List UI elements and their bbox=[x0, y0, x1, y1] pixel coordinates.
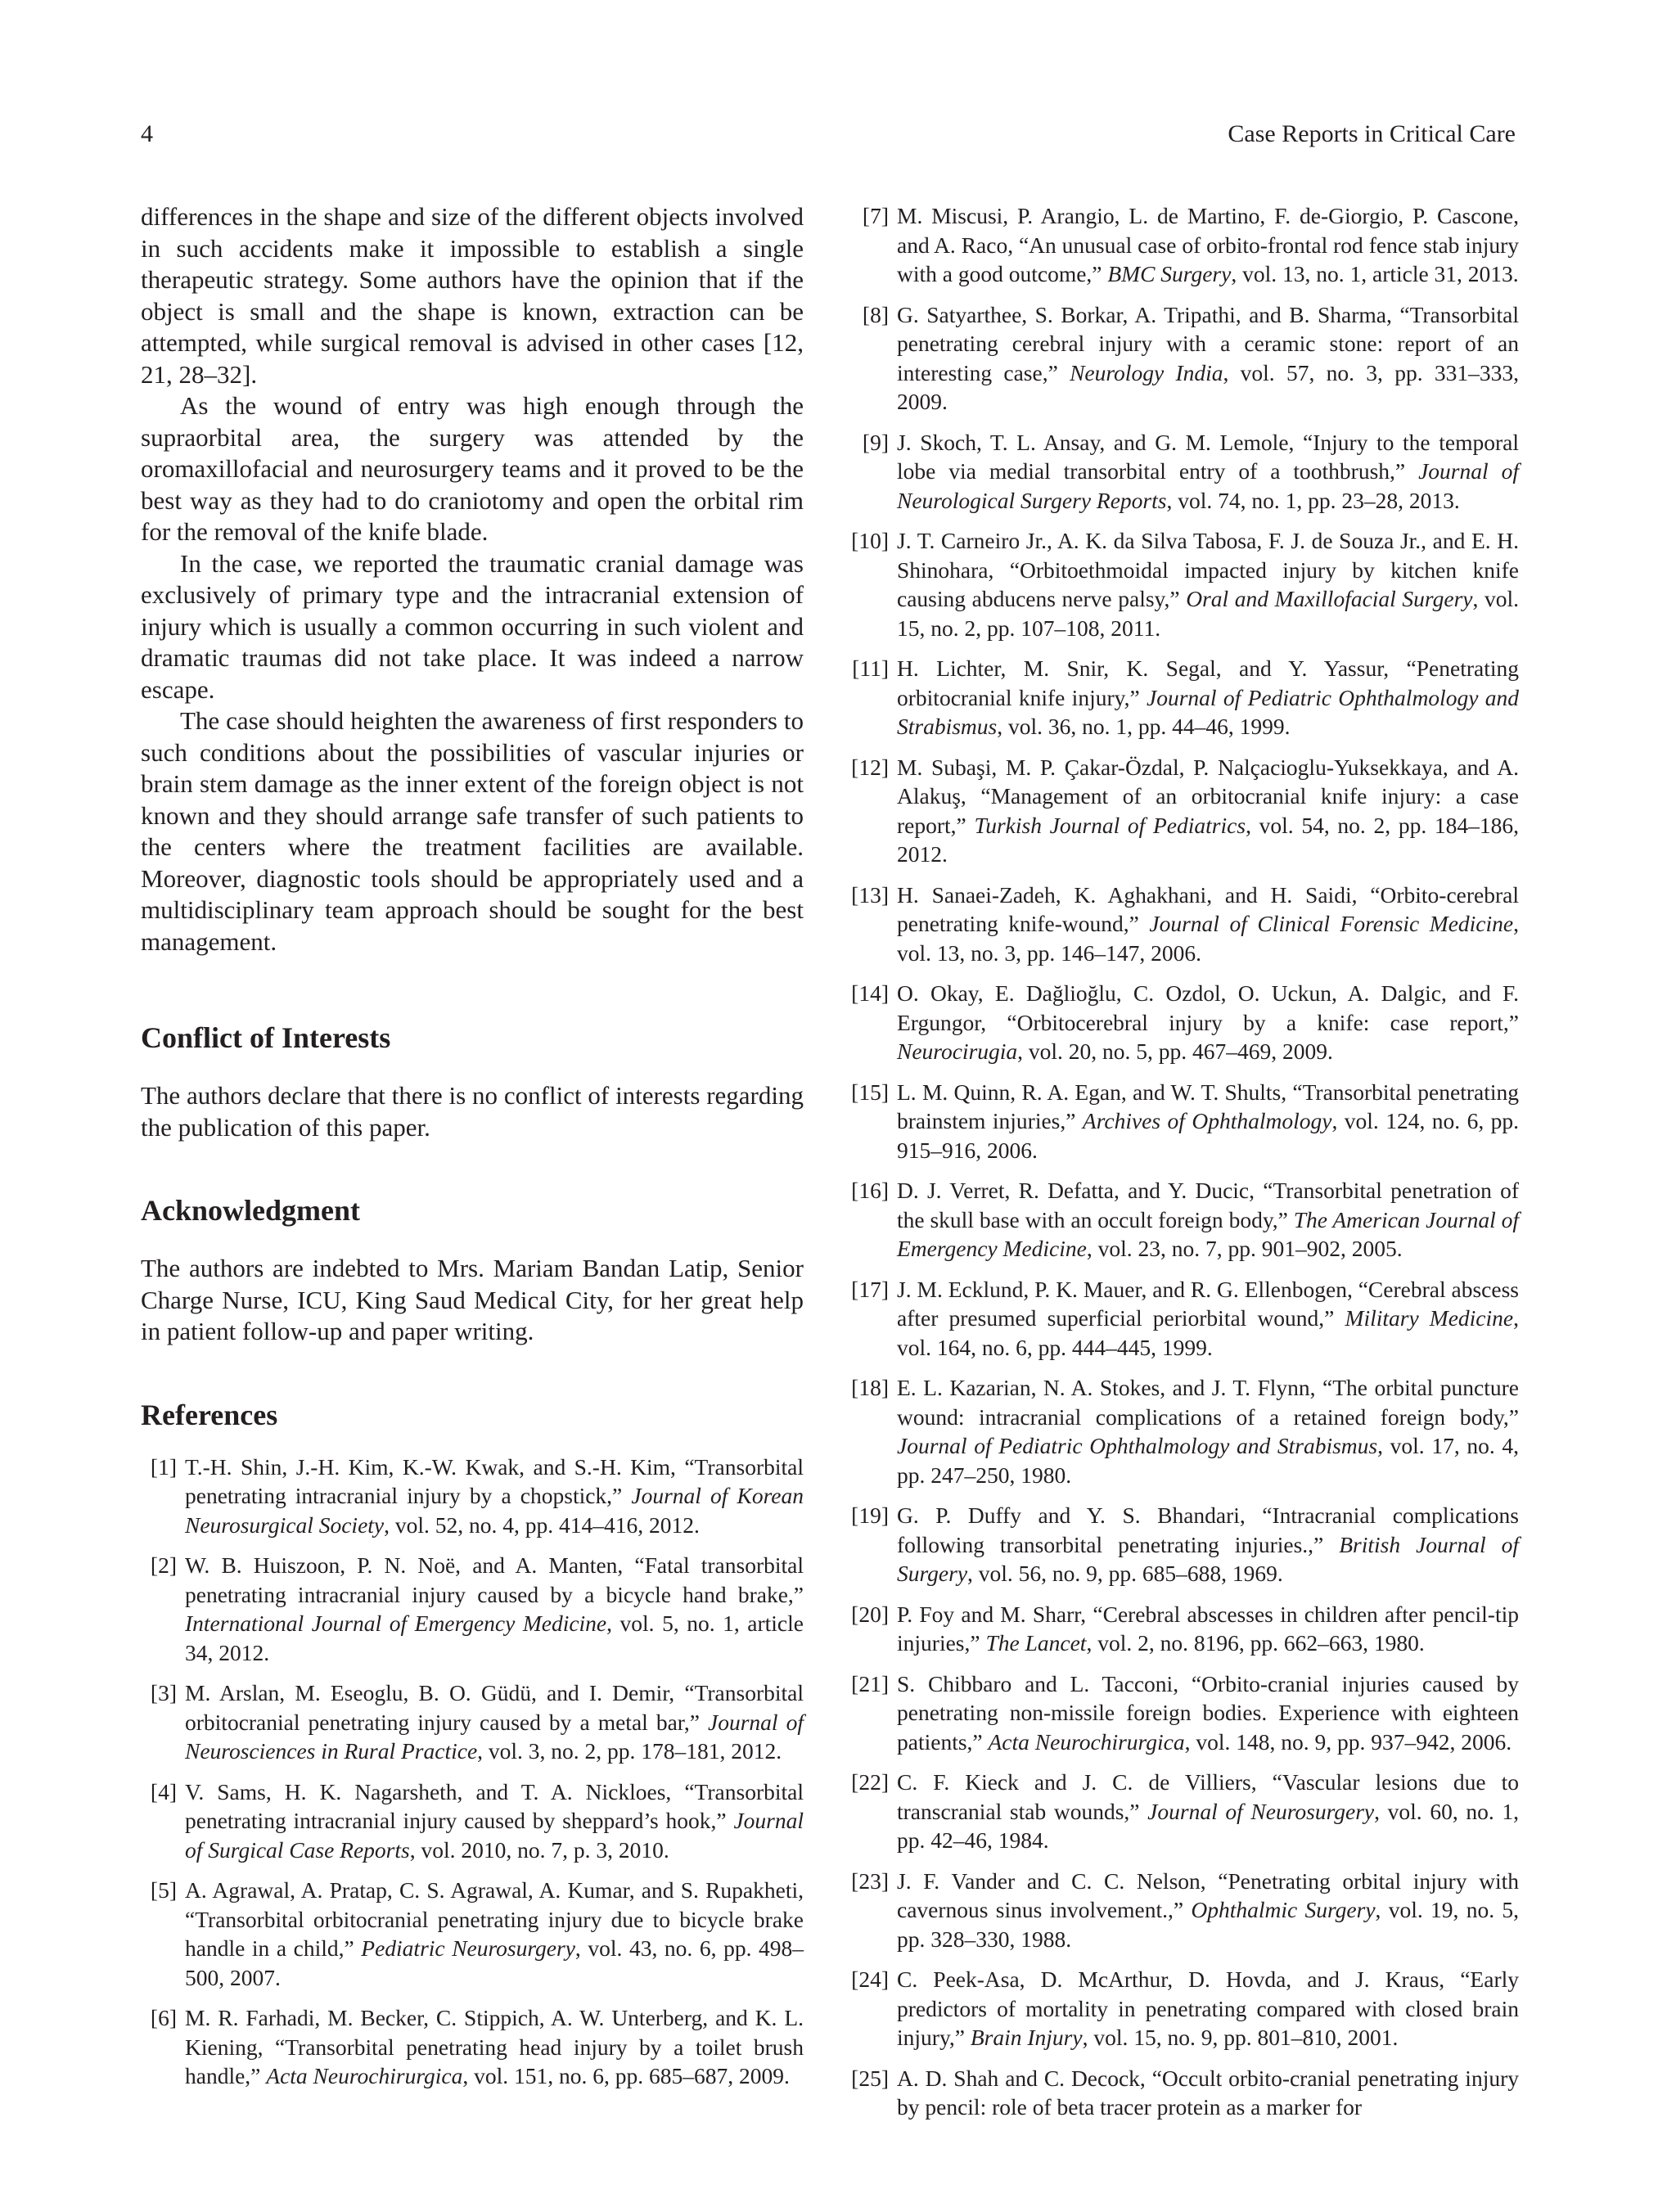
reference-details: , vol. 54, no. 2, pp. 184–186, 2012. bbox=[897, 812, 1520, 867]
reference-authors-title: V. Sams, H. K. Nagarsheth, and T. A. Nickloes, “Transorbital penetrating intracranial injury caused by sheppard’s hook,” bbox=[185, 1778, 804, 1833]
reference-number: [17] bbox=[851, 1276, 889, 1302]
reference-authors-title: G. Satyarthee, S. Borkar, A. Tripathi, and B. Sharma, “Transorbital penetrating cerebral injury with a ceramic stone: report of an interesting case,” bbox=[897, 301, 1519, 385]
reference-text bbox=[185, 2005, 804, 2088]
reference-authors-title: J. Skoch, T. L. Ansay, and G. M. Lemole, “Injury to the temporal lobe via medial transorbital entry of a toothbrush,” bbox=[897, 429, 1519, 484]
reference-authors-title: M. R. Farhadi, M. Becker, C. Stippich, A. W. Unterberg, and K. L. Kiening, “Transorbital penetrating head injury by a toilet brush handle,” bbox=[185, 2005, 804, 2088]
reference-details: , vol. 15, no. 2, pp. 107–108, 2011. bbox=[897, 586, 1519, 641]
right-column bbox=[851, 201, 1519, 2133]
reference-text bbox=[897, 1178, 1519, 1261]
reference-text bbox=[897, 1602, 1519, 1656]
reference-text bbox=[185, 1454, 804, 1538]
reference-authors-title: A. Agrawal, A. Pratap, C. S. Agrawal, A. Kumar, and S. Rupakheti, “Transorbital orbitocranial penetrating injury due to bicycle brake handle in a child,” bbox=[185, 1877, 804, 1961]
reference-journal: Military Medicine bbox=[1345, 1305, 1514, 1331]
reference-text bbox=[185, 1779, 804, 1863]
reference-journal: Journal of Surgical Case Reports bbox=[185, 1808, 804, 1863]
reference-number: [18] bbox=[851, 1375, 889, 1400]
reference-text bbox=[897, 1966, 1519, 2050]
reference-details: , vol. 13, no. 3, pp. 146–147, 2006. bbox=[897, 911, 1519, 966]
reference-number: [16] bbox=[851, 1178, 889, 1203]
reference-journal: Turkish Journal of Pediatrics bbox=[974, 812, 1246, 838]
reference-details: , vol. 19, no. 5, pp. 328–330, 1988. bbox=[897, 1897, 1519, 1952]
reference-text bbox=[897, 203, 1519, 286]
reference-authors-title: E. L. Kazarian, N. A. Stokes, and J. T. Flynn, “The orbital puncture wound: intracranial complications of a retained foreign body,” bbox=[897, 1375, 1519, 1430]
reference-text bbox=[897, 430, 1519, 513]
reference-journal: Neurology India bbox=[1070, 359, 1223, 385]
reference-journal: Ophthalmic Surgery bbox=[1191, 1897, 1376, 1922]
reference-number: [14] bbox=[851, 980, 889, 1006]
reference-text bbox=[897, 528, 1519, 641]
running-head: Case Reports in Critical Care bbox=[1228, 120, 1516, 147]
reference-details: , vol. 20, no. 5, pp. 467–469, 2009. bbox=[1017, 1038, 1333, 1064]
reference-details: , vol. 148, no. 9, pp. 937–942, 2006. bbox=[1184, 1728, 1512, 1755]
reference-authors-title: T.-H. Shin, J.-H. Kim, K.-W. Kwak, and S.-H. Kim, “Transorbital penetrating intracranial injury by a chopstick,” bbox=[185, 1453, 804, 1508]
reference-list-left bbox=[141, 1453, 804, 2091]
reference-journal: Journal of Neurosciences in Rural Practice bbox=[185, 1709, 804, 1764]
reference-authors-title: H. Sanaei-Zadeh, K. Aghakhani, and H. Saidi, “Orbito-cerebral penetrating knife-wound,” bbox=[897, 881, 1519, 936]
reference-item bbox=[851, 1275, 1519, 1363]
reference-item bbox=[851, 654, 1519, 741]
reference-text bbox=[897, 302, 1519, 415]
reference-item bbox=[851, 753, 1519, 869]
reference-authors-title: M. Miscusi, P. Arangio, L. de Martino, F. de-Giorgio, P. Cascone, and A. Raco, “An unusual case of orbito-frontal rod fence stab injury with a good outcome,” bbox=[897, 203, 1519, 286]
reference-authors-title: C. Peek-Asa, D. McArthur, D. Hovda, and J. Kraus, “Early predictors of mortality in penetrating compared with closed brain injury,” bbox=[897, 1966, 1519, 2050]
body-paragraph: In the case, we reported the traumatic cranial damage was exclusively of primary type and the intracranial extension of injury which is usually a common occurring in such violent and dramatic traumas did not take place. It was indeed a narrow escape. bbox=[141, 548, 804, 704]
reference-journal: Journal of Pediatric Ophthalmology and Strabismus bbox=[897, 1433, 1378, 1458]
reference-item bbox=[851, 1768, 1519, 1855]
body-paragraph: differences in the shape and size of the different objects involved in such accidents make it impossible to establish a single therapeutic strategy. Some authors have the opinion that if the object is small and the shape is known, extraction can be attempted, while surgical removal is advised in other cases [12, 21, 28–32]. bbox=[141, 202, 804, 389]
reference-authors-title: A. D. Shah and C. Decock, “Occult orbito-cranial penetrating injury by pencil: role of beta tracer protein as a marker for bbox=[897, 2065, 1519, 2120]
reference-details: , vol. 15, no. 9, pp. 801–810, 2001. bbox=[1082, 2025, 1399, 2050]
reference-text bbox=[185, 1552, 804, 1665]
reference-item bbox=[141, 2003, 804, 2091]
reference-number: [13] bbox=[851, 881, 889, 908]
reference-text bbox=[897, 2066, 1519, 2120]
reference-number: [3] bbox=[150, 1680, 177, 1705]
reference-number: [1] bbox=[150, 1453, 177, 1480]
reference-item bbox=[851, 1600, 1519, 1658]
reference-journal: Journal of Clinical Forensic Medicine bbox=[1149, 911, 1514, 936]
reference-journal: Brain Injury bbox=[970, 2025, 1083, 2050]
reference-text bbox=[897, 755, 1519, 867]
reference-number: [19] bbox=[851, 1502, 889, 1528]
reference-number: [25] bbox=[851, 2065, 889, 2091]
reference-item bbox=[851, 201, 1519, 289]
reference-details: , vol. 43, no. 6, pp. 498–500, 2007. bbox=[185, 1935, 804, 1990]
reference-item bbox=[851, 1373, 1519, 1489]
reference-journal: Neurocirugia bbox=[897, 1038, 1018, 1064]
reference-details: , vol. 17, no. 4, pp. 247–250, 1980. bbox=[897, 1433, 1519, 1488]
conflict-of-interests-heading: Conflict of Interests bbox=[141, 1021, 391, 1054]
reference-journal: Pediatric Neurosurgery bbox=[361, 1935, 575, 1961]
conflict-of-interests-text: The authors declare that there is no conflict of interests regarding the publication of this paper. bbox=[141, 1081, 804, 1142]
reference-text bbox=[897, 1502, 1519, 1586]
reference-details: , vol. 5, no. 1, article 34, 2012. bbox=[185, 1611, 804, 1665]
reference-authors-title: O. Okay, E. Dağlioğlu, C. Ozdol, O. Uckun, A. Dalgic, and F. Ergungor, “Orbitocerebral injury by a knife: case report,” bbox=[897, 980, 1519, 1035]
reference-item bbox=[851, 979, 1519, 1066]
reference-journal: Archives of Ophthalmology bbox=[1082, 1108, 1332, 1133]
reference-details: , vol. 124, no. 6, pp. 915–916, 2006. bbox=[897, 1108, 1519, 1163]
reference-item bbox=[141, 1678, 804, 1766]
reference-journal: Oral and Maxillofacial Surgery bbox=[1186, 586, 1473, 611]
reference-item bbox=[141, 1876, 804, 1992]
reference-details: , vol. 151, no. 6, pp. 685–687, 2009. bbox=[462, 2063, 790, 2088]
reference-item bbox=[851, 1965, 1519, 2052]
reference-item bbox=[851, 1501, 1519, 1588]
reference-authors-title: J. M. Ecklund, P. K. Mauer, and R. G. Ellenbogen, “Cerebral abscess after presumed superficial periorbital wound,” bbox=[897, 1276, 1519, 1331]
reference-text bbox=[897, 1079, 1519, 1163]
reference-number: [4] bbox=[150, 1778, 177, 1804]
reference-details: , vol. 56, no. 9, pp. 685–688, 1969. bbox=[967, 1561, 1283, 1586]
reference-details: , vol. 2, no. 8196, pp. 662–663, 1980. bbox=[1086, 1630, 1425, 1656]
reference-number: [7] bbox=[862, 203, 889, 228]
reference-journal: Acta Neurochirurgica bbox=[266, 2063, 463, 2088]
reference-number: [12] bbox=[851, 754, 889, 780]
reference-journal: Journal of Neurological Surgery Reports bbox=[897, 458, 1519, 513]
reference-details: , vol. 52, no. 4, pp. 414–416, 2012. bbox=[384, 1511, 700, 1538]
reference-journal: The Lancet bbox=[985, 1630, 1087, 1656]
reference-number: [22] bbox=[851, 1769, 889, 1795]
reference-details: , vol. 2010, no. 7, p. 3, 2010. bbox=[409, 1836, 669, 1863]
reference-details: , vol. 23, no. 7, pp. 901–902, 2005. bbox=[1086, 1236, 1403, 1261]
reference-number: [10] bbox=[851, 528, 889, 553]
reference-journal: British Journal of Surgery bbox=[897, 1531, 1519, 1586]
reference-journal: BMC Surgery bbox=[1107, 261, 1232, 286]
reference-item bbox=[851, 1078, 1519, 1165]
reference-item bbox=[851, 2064, 1519, 2122]
reference-number: [9] bbox=[862, 429, 889, 455]
reference-journal: Journal of Korean Neurosurgical Society bbox=[185, 1483, 804, 1538]
reference-text bbox=[897, 882, 1519, 966]
reference-authors-title: W. B. Huiszoon, P. N. Noë, and A. Manten, “Fatal transorbital penetrating intracranial injury caused by a bicycle hand brake,” bbox=[185, 1552, 804, 1607]
body-paragraph: The case should heighten the awareness of first responders to such conditions about the possibilities of vascular injuries or brain stem damage as the inner extent of the foreign object is not known and they should arrange safe transfer of such patients to the centers where the treatment facilities are available. Moreover, diagnostic tools should be appropriately used and a multidisciplinary team approach should be sought for the best management. bbox=[141, 706, 804, 956]
body-paragraph: As the wound of entry was high enough through the supraorbital area, the surgery was attended by the oromaxillofacial and neurosurgery teams and it proved to be the best way as they had to do craniotomy and open the orbital rim for the removal of the knife blade. bbox=[141, 391, 804, 546]
reference-item bbox=[851, 526, 1519, 642]
reference-number: [21] bbox=[851, 1670, 889, 1696]
left-column bbox=[141, 201, 804, 2102]
reference-item bbox=[851, 300, 1519, 417]
reference-authors-title: G. P. Duffy and Y. S. Bhandari, “Intracranial complications following transorbital penetrating injuries.,” bbox=[897, 1502, 1519, 1557]
reference-number: [11] bbox=[852, 655, 889, 681]
acknowledgment-heading: Acknowledgment bbox=[141, 1194, 360, 1227]
reference-text bbox=[185, 1680, 804, 1764]
reference-text bbox=[185, 1877, 804, 1990]
reference-authors-title: S. Chibbaro and L. Tacconi, “Orbito-cranial injuries caused by penetrating non-missile foreign bodies. Experience with eighteen patients,” bbox=[897, 1670, 1519, 1755]
reference-details: , vol. 13, no. 1, article 31, 2013. bbox=[1231, 261, 1519, 286]
reference-number: [2] bbox=[150, 1552, 177, 1578]
reference-authors-title: C. F. Kieck and J. C. de Villiers, “Vascular lesions due to transcranial stab wounds,” bbox=[897, 1769, 1519, 1824]
reference-authors-title: L. M. Quinn, R. A. Egan, and W. T. Shults, “Transorbital penetrating brainstem injuries,” bbox=[897, 1079, 1519, 1133]
reference-item bbox=[851, 1669, 1519, 1757]
reference-text bbox=[897, 1769, 1519, 1853]
reference-journal: Acta Neurochirurgica bbox=[988, 1728, 1185, 1755]
reference-item bbox=[141, 1453, 804, 1540]
reference-text bbox=[897, 980, 1519, 1064]
reference-number: [20] bbox=[851, 1601, 889, 1627]
reference-authors-title: J. F. Vander and C. C. Nelson, “Penetrating orbital injury with cavernous sinus involvement.,” bbox=[897, 1867, 1519, 1922]
reference-item bbox=[851, 1867, 1519, 1954]
reference-text bbox=[897, 1375, 1519, 1488]
reference-number: [23] bbox=[851, 1867, 889, 1894]
reference-number: [5] bbox=[150, 1877, 177, 1903]
reference-authors-title: D. J. Verret, R. Defatta, and Y. Ducic, “Transorbital penetration of the skull base with an occult foreign body,” bbox=[897, 1178, 1519, 1232]
reference-text bbox=[897, 1277, 1519, 1360]
reference-details: , vol. 164, no. 6, pp. 444–445, 1999. bbox=[897, 1305, 1519, 1360]
reference-item bbox=[851, 1176, 1519, 1264]
reference-item bbox=[851, 428, 1519, 516]
reference-authors-title: J. T. Carneiro Jr., A. K. da Silva Tabosa, F. J. de Souza Jr., and E. H. Shinohara, “Orbitoethmoidal impacted injury by kitchen knife causing abducens nerve palsy,” bbox=[897, 528, 1519, 611]
reference-authors-title: M. Arslan, M. Eseoglu, B. O. Güdü, and I. Demir, “Transorbital orbitocranial penetrating injury caused by a metal bar,” bbox=[185, 1680, 804, 1735]
reference-number: [8] bbox=[862, 301, 889, 327]
reference-item bbox=[141, 1777, 804, 1865]
reference-authors-title: P. Foy and M. Sharr, “Cerebral abscesses in children after pencil-tip injuries,” bbox=[897, 1601, 1519, 1656]
reference-text bbox=[897, 655, 1519, 739]
reference-details: , vol. 60, no. 1, pp. 42–46, 1984. bbox=[897, 1798, 1519, 1853]
reference-details: , vol. 57, no. 3, pp. 331–333, 2009. bbox=[897, 359, 1520, 414]
reference-number: [15] bbox=[851, 1079, 889, 1105]
reference-details: , vol. 3, no. 2, pp. 178–181, 2012. bbox=[477, 1738, 782, 1764]
reference-authors-title: H. Lichter, M. Snir, K. Segal, and Y. Yassur, “Penetrating orbitocranial knife injury,” bbox=[897, 655, 1519, 710]
reference-number: [6] bbox=[150, 2005, 177, 2030]
page-number: 4 bbox=[141, 120, 153, 147]
reference-item bbox=[141, 1551, 804, 1667]
reference-text bbox=[897, 1868, 1519, 1952]
reference-journal: The American Journal of Emergency Medicine bbox=[897, 1206, 1519, 1261]
reference-authors-title: M. Subaşi, M. P. Çakar-Özdal, P. Nalçacioglu-Yuksekkaya, and A. Alakuş, “Management of an orbitocranial knife injury: a case report,” bbox=[897, 754, 1519, 838]
acknowledgment-text: The authors are indebted to Mrs. Mariam Bandan Latip, Senior Charge Nurse, ICU, King Saud Medical City, for her great help in patient follow-up and paper writing. bbox=[141, 1254, 804, 1345]
reference-journal: International Journal of Emergency Medicine bbox=[185, 1611, 607, 1636]
reference-list-right bbox=[851, 201, 1519, 2122]
references-heading: References bbox=[141, 1398, 278, 1431]
reference-number: [24] bbox=[851, 1966, 889, 1992]
reference-details: , vol. 74, no. 1, pp. 23–28, 2013. bbox=[1166, 487, 1460, 513]
reference-text bbox=[897, 1671, 1519, 1755]
reference-journal: Journal of Pediatric Ophthalmology and Strabismus bbox=[897, 684, 1519, 739]
reference-journal: Journal of Neurosurgery bbox=[1147, 1798, 1375, 1824]
reference-item bbox=[851, 881, 1519, 968]
reference-details: , vol. 36, no. 1, pp. 44–46, 1999. bbox=[997, 714, 1291, 739]
